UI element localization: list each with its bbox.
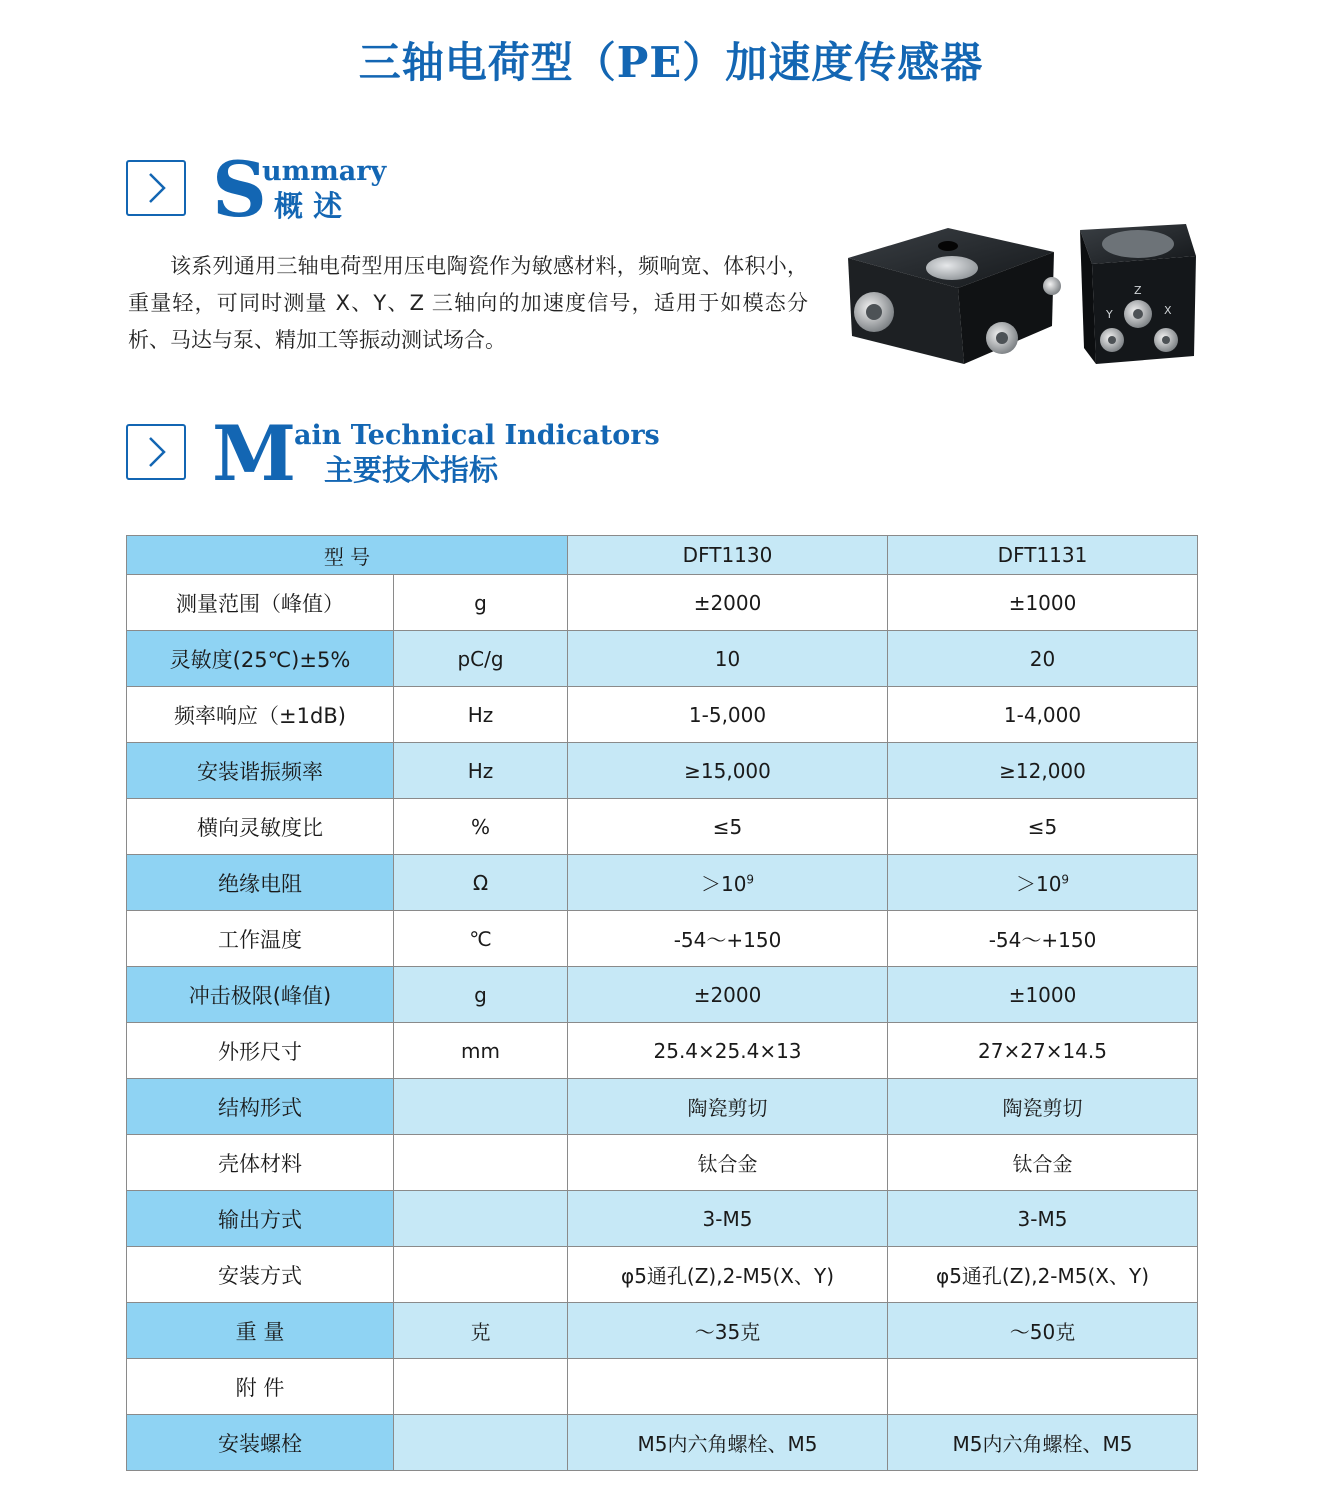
row-value-dft1131: φ5通孔(Z),2-M5(X、Y): [888, 1247, 1198, 1303]
table-row: [127, 1247, 1198, 1303]
summary-heading-en: ummary: [262, 156, 387, 187]
photo-label-z: Z: [1134, 284, 1142, 297]
model-label-cell: 型 号: [127, 536, 568, 575]
table-row: [127, 967, 1198, 1023]
spec-table: [126, 535, 1198, 1471]
table-row: [127, 1359, 1198, 1415]
row-value-dft1131: [888, 1359, 1198, 1415]
row-unit: mm: [394, 1023, 568, 1079]
row-value-dft1130: ±2000: [568, 967, 888, 1023]
table-row: [127, 1415, 1198, 1471]
row-value-dft1131: 3-M5: [888, 1191, 1198, 1247]
row-label: 安装谐振频率: [127, 743, 394, 799]
row-label: 绝缘电阻: [127, 855, 394, 911]
indicators-big-letter: M: [212, 409, 297, 498]
row-label: 测量范围（峰值）: [127, 575, 394, 631]
table-row: [127, 1191, 1198, 1247]
table-row: [127, 631, 1198, 687]
row-label: 频率响应（±1dB): [127, 687, 394, 743]
row-value-dft1130: ～35克: [568, 1303, 888, 1359]
row-unit: Ω: [394, 855, 568, 911]
table-row: [127, 1023, 1198, 1079]
model-dft1130: DFT1130: [568, 536, 888, 575]
row-label: 结构形式: [127, 1079, 394, 1135]
row-value-dft1131: ～50克: [888, 1303, 1198, 1359]
row-value-dft1130: 25.4×25.4×13: [568, 1023, 888, 1079]
row-label: 安装方式: [127, 1247, 394, 1303]
row-value-dft1131: 20: [888, 631, 1198, 687]
product-photo: [840, 216, 1200, 376]
row-label: 工作温度: [127, 911, 394, 967]
row-value-dft1130: ≤5: [568, 799, 888, 855]
row-value-dft1130: 钛合金: [568, 1135, 888, 1191]
row-label: 附 件: [127, 1359, 394, 1415]
row-unit: g: [394, 575, 568, 631]
row-unit: g: [394, 967, 568, 1023]
table-row: [127, 1079, 1198, 1135]
row-unit: [394, 1079, 568, 1135]
row-value-dft1130: 1-5,000: [568, 687, 888, 743]
photo-label-x: X: [1164, 304, 1172, 317]
row-label: 安装螺栓: [127, 1415, 394, 1471]
row-value-dft1131: M5内六角螺栓、M5: [888, 1415, 1198, 1471]
row-label: 冲击极限(峰值): [127, 967, 394, 1023]
row-value-dft1130: -54～+150: [568, 911, 888, 967]
summary-paragraph: 该系列通用三轴电荷型用压电陶瓷作为敏感材料，频响宽、体积小，重量轻，可同时测量 X、Y、Z 三轴向的加速度信号，适用于如模态分析、马达与泵、精加工等振动测试场合。: [128, 254, 808, 352]
photo-label-y: Y: [1106, 308, 1113, 321]
row-unit: 克: [394, 1303, 568, 1359]
row-label: 外形尺寸: [127, 1023, 394, 1079]
row-value-dft1130: M5内六角螺栓、M5: [568, 1415, 888, 1471]
summary-big-letter: S: [212, 145, 267, 234]
row-unit: %: [394, 799, 568, 855]
row-value-dft1131: 陶瓷剪切: [888, 1079, 1198, 1135]
row-value-dft1130: 陶瓷剪切: [568, 1079, 888, 1135]
row-label: 壳体材料: [127, 1135, 394, 1191]
table-row: [127, 687, 1198, 743]
chevron-right-icon: [126, 160, 186, 216]
row-value-dft1130: [568, 1359, 888, 1415]
indicators-heading-cn: 主要技术指标: [324, 453, 499, 487]
row-value-dft1131: -54～+150: [888, 911, 1198, 967]
table-row: [127, 1303, 1198, 1359]
row-value-dft1130: ≥15,000: [568, 743, 888, 799]
row-value-dft1130: 3-M5: [568, 1191, 888, 1247]
row-value-dft1131: ±1000: [888, 575, 1198, 631]
summary-heading-cn: 概 述: [274, 189, 343, 223]
row-label: 输出方式: [127, 1191, 394, 1247]
page-title: 三轴电荷型（PE）加速度传感器: [358, 38, 984, 87]
row-value-dft1130: $>10^9$: [568, 855, 888, 911]
row-value-dft1131: 27×27×14.5: [888, 1023, 1198, 1079]
row-label: 灵敏度(25℃)±5%: [127, 631, 394, 687]
row-value-dft1131: 钛合金: [888, 1135, 1198, 1191]
table-row: [127, 799, 1198, 855]
table-row: [127, 575, 1198, 631]
row-label: 重 量: [127, 1303, 394, 1359]
table-row: [127, 743, 1198, 799]
row-value-dft1130: φ5通孔(Z),2-M5(X、Y): [568, 1247, 888, 1303]
chevron-right-icon: [126, 424, 186, 480]
row-unit: [394, 1191, 568, 1247]
row-value-dft1131: ≥12,000: [888, 743, 1198, 799]
indicators-heading-en: ain Technical Indicators: [294, 420, 660, 451]
row-value-dft1131: ≤5: [888, 799, 1198, 855]
model-dft1131: DFT1131: [888, 536, 1198, 575]
table-row: [127, 1135, 1198, 1191]
table-row: [127, 911, 1198, 967]
row-value-dft1131: ±1000: [888, 967, 1198, 1023]
table-header-row: [127, 536, 1198, 575]
row-unit: [394, 1135, 568, 1191]
row-value-dft1131: 1-4,000: [888, 687, 1198, 743]
row-unit: [394, 1247, 568, 1303]
row-unit: [394, 1415, 568, 1471]
row-unit: pC/g: [394, 631, 568, 687]
row-value-dft1130: ±2000: [568, 575, 888, 631]
row-unit: [394, 1359, 568, 1415]
row-unit: ℃: [394, 911, 568, 967]
row-unit: Hz: [394, 743, 568, 799]
table-row: [127, 855, 1198, 911]
row-unit: Hz: [394, 687, 568, 743]
row-value-dft1130: 10: [568, 631, 888, 687]
row-label: 横向灵敏度比: [127, 799, 394, 855]
row-value-dft1131: $>10^9$: [888, 855, 1198, 911]
